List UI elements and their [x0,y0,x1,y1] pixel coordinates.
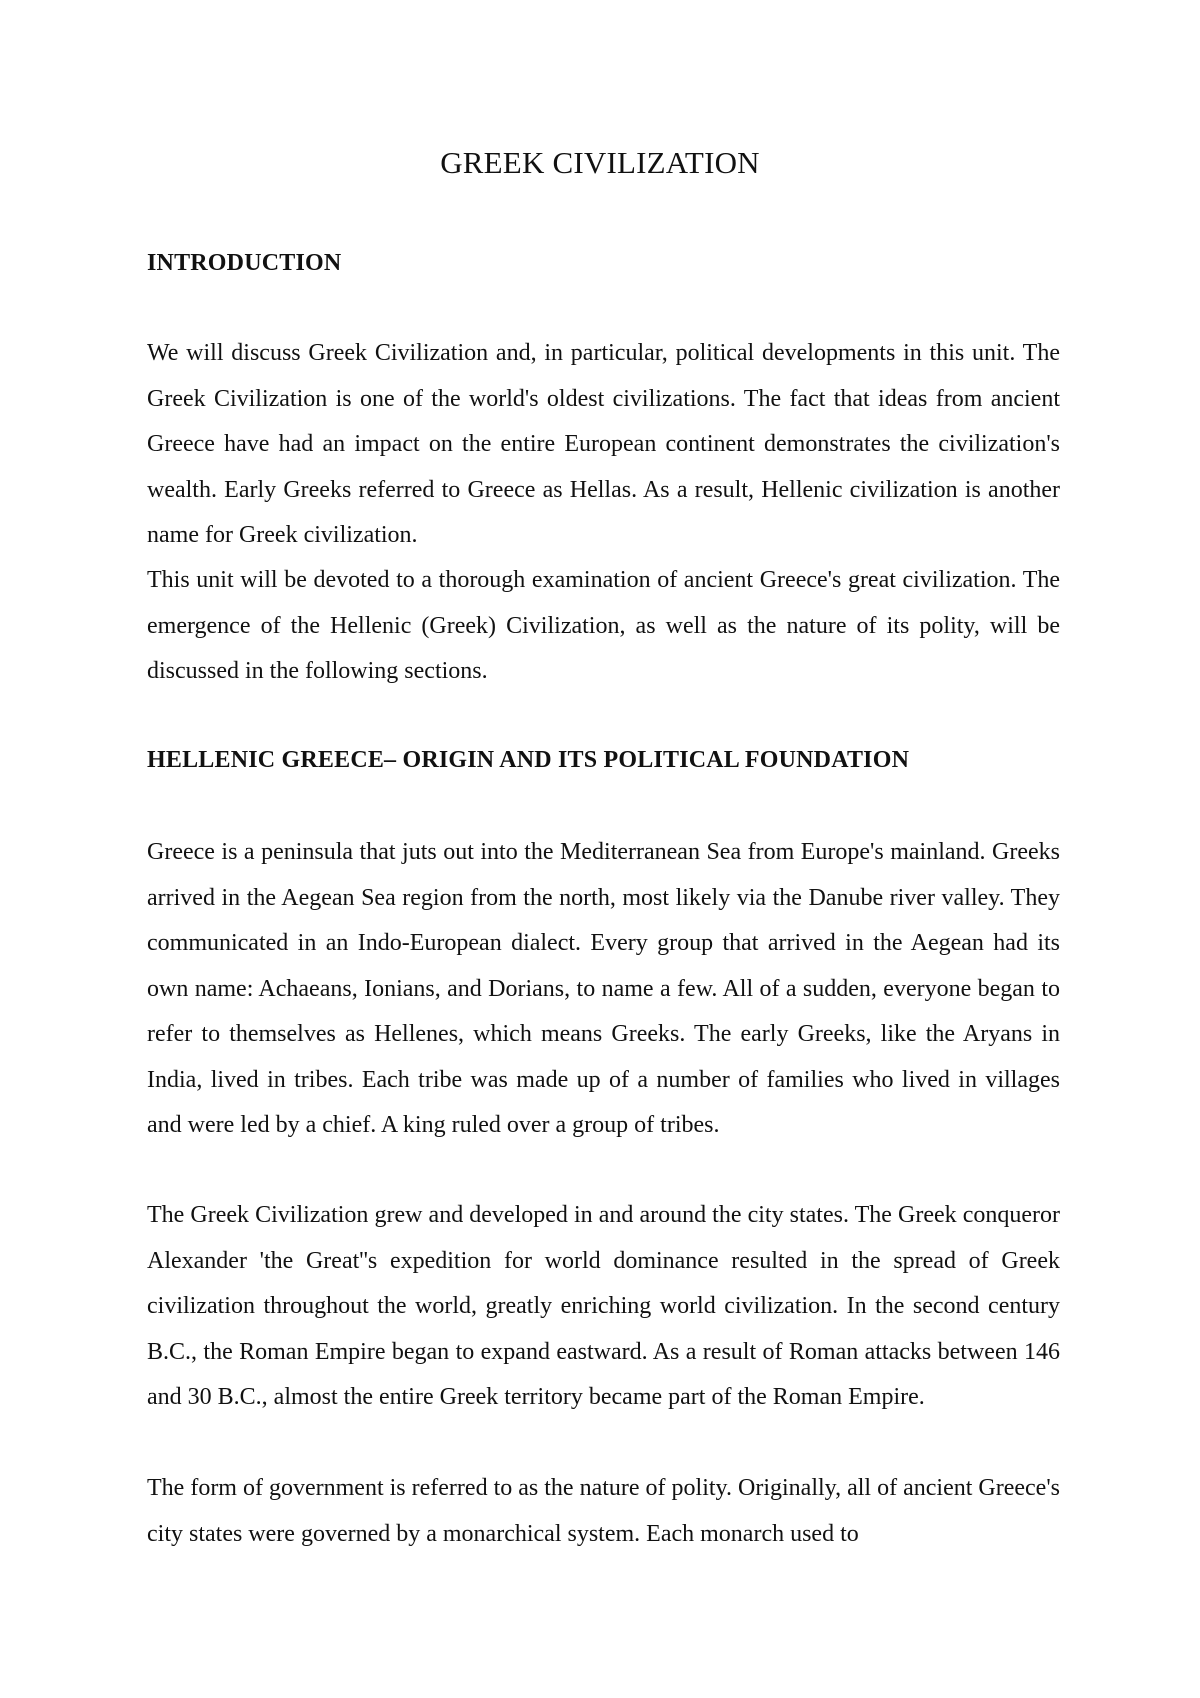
paragraph: This unit will be devoted to a thorough examination of ancient Greece's great civilization. The emergence of the Hellenic (Greek) Civilization, as well as the nature of its polity, will be discussed in the following sections. [147,567,1060,684]
paragraph: Greece is a peninsula that juts out into the Mediterranean Sea from Europe's mainland. Greeks arrived in the Aegean Sea region from the north, most likely via the Danube river valley. They communicated in an Indo-European dialect. Every group that arrived in the Aegean had its own name: Achaeans, Ionians, and Dorians, to name a few. All of a sudden, everyone began to refer to themselves as Hellenes, which means Greeks. The early Greeks, like the Aryans in India, lived in tribes. Each tribe was made up of a number of families who lived in villages and were led by a chief. A king ruled over a group of tribes. [147,839,1060,1138]
document-title: GREEK CIVILIZATION [440,145,760,180]
paragraph: The form of government is referred to as the nature of polity. Originally, all of ancient Greece's city states were governed by a monarchical system. Each monarch used to [147,1475,1060,1547]
section-heading-introduction: INTRODUCTION [147,250,342,276]
section-heading-hellenic-greece: HELLENIC GREECE– ORIGIN AND ITS POLITICAL FOUNDATION [147,747,910,773]
paragraph: The Greek Civilization grew and developed in and around the city states. The Greek conqueror Alexander 'the Great''s expedition for world dominance resulted in the spread of Greek civilization throughout the world, greatly enriching world civilization. In the second century B.C., the Roman Empire began to expand eastward. As a result of Roman attacks between 146 and 30 B.C., almost the entire Greek territory became part of the Roman Empire. [147,1202,1060,1410]
paragraph: We will discuss Greek Civilization and, in particular, political developments in this unit. The Greek Civilization is one of the world's oldest civilizations. The fact that ideas from ancient Greece have had an impact on the entire European continent demonstrates the civilization's wealth. Early Greeks referred to Greece as Hellas. As a result, Hellenic civilization is another name for Greek civilization. [147,340,1060,548]
